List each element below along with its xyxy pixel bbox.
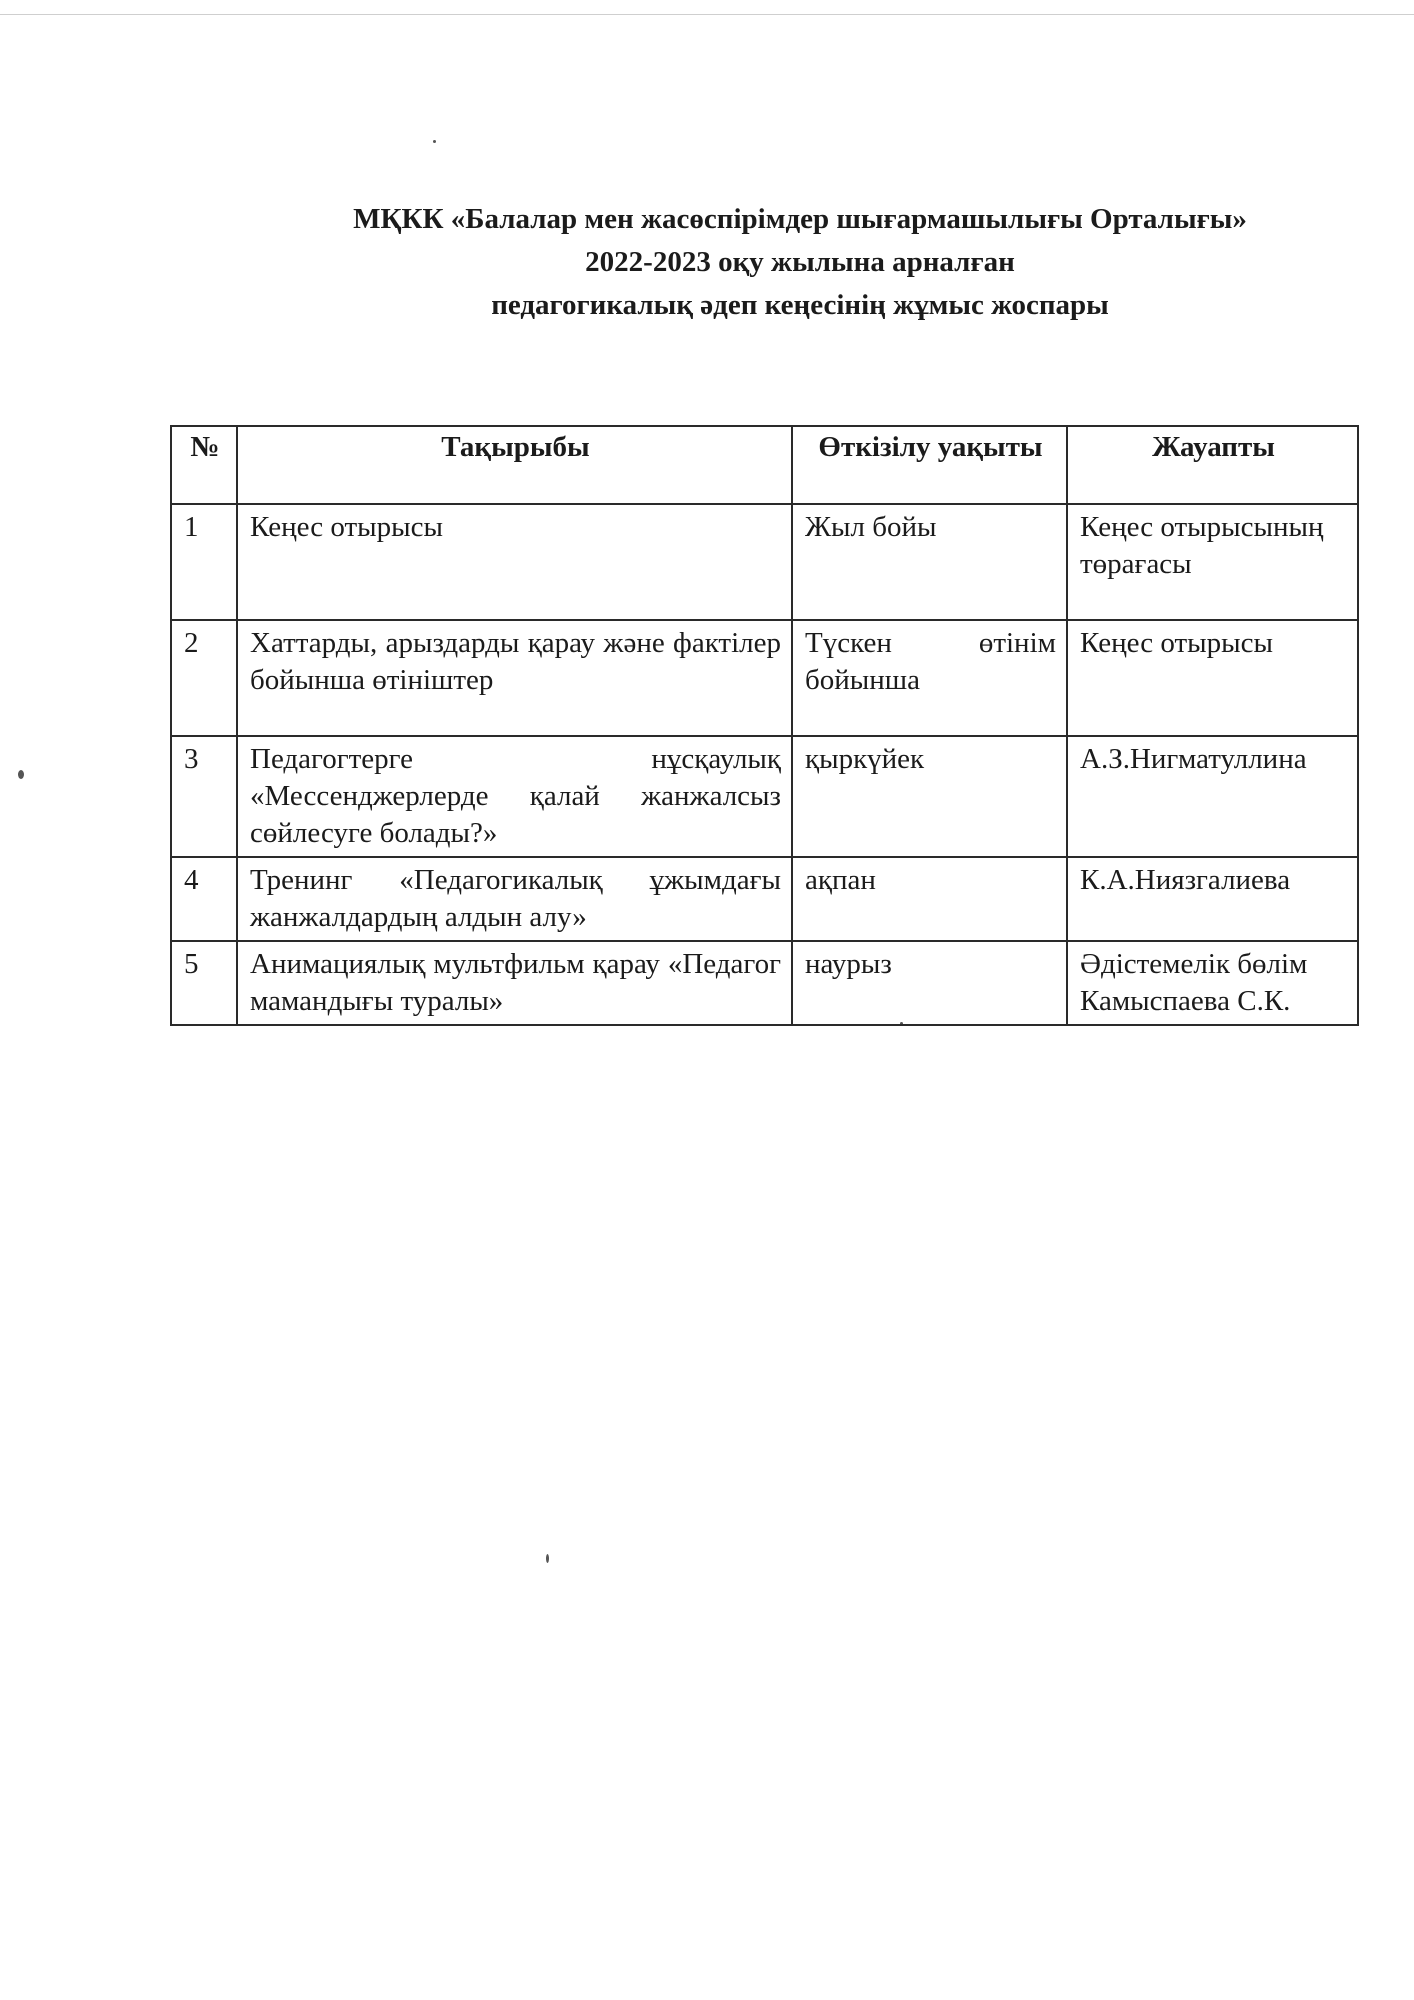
row-responsible: К.А.Ниязгалиева xyxy=(1067,857,1358,941)
table-row xyxy=(171,620,1358,736)
header-time: Өткізілу уақыты xyxy=(792,426,1067,504)
title-line-3: педагогикалық әдеп кеңесінің жұмыс жоспары xyxy=(491,289,1109,321)
row-time: Жыл бойы xyxy=(792,504,1067,620)
document-title xyxy=(200,198,1400,327)
title-line-1: МҚКК «Балалар мен жасөспірімдер шығармашылығы Орталығы» xyxy=(353,203,1247,235)
row-time: наурыз xyxy=(792,941,1067,1025)
row-topic: Кеңес отырысы xyxy=(237,504,792,620)
title-line-2: 2022-2023 оқу жылына арналған xyxy=(585,246,1015,278)
table-row xyxy=(171,857,1358,941)
row-topic: Хаттарды, арыздарды қарау және фактілер бойынша өтініштер xyxy=(237,620,792,736)
row-time: ақпан xyxy=(792,857,1067,941)
row-topic: Тренинг «Педагогикалық ұжымдағы жанжалдардың алдын алу» xyxy=(237,857,792,941)
header-responsible: Жауапты xyxy=(1067,426,1358,504)
row-time: қыркүйек xyxy=(792,736,1067,857)
row-time: Түскен өтінім бойынша xyxy=(792,620,1067,736)
table-row xyxy=(171,504,1358,620)
responsible-line-1: Әдістемелік бөлім xyxy=(1080,948,1308,980)
scan-speck xyxy=(18,770,24,779)
scan-speck xyxy=(433,140,436,143)
table-row xyxy=(171,941,1358,1025)
row-responsible: А.З.Нигматуллина xyxy=(1067,736,1358,857)
header-num: № xyxy=(171,426,237,504)
scan-edge-line xyxy=(0,14,1414,15)
responsible-line-2: Камыспаева С.К. xyxy=(1080,985,1291,1017)
row-responsible: Кеңес отырысы xyxy=(1067,620,1358,736)
row-num: 5 xyxy=(171,941,237,1025)
row-num: 2 xyxy=(171,620,237,736)
header-topic: Тақырыбы xyxy=(237,426,792,504)
row-num: 3 xyxy=(171,736,237,857)
row-num: 4 xyxy=(171,857,237,941)
table-header-row xyxy=(171,426,1358,504)
row-topic: Анимациялық мультфильм қарау «Педагог мамандығы туралы» xyxy=(237,941,792,1025)
work-plan-table xyxy=(170,425,1359,1026)
scan-speck xyxy=(546,1554,549,1563)
row-num: 1 xyxy=(171,504,237,620)
row-responsible: Кеңес отырысының төрағасы xyxy=(1067,504,1358,620)
row-topic: Педагогтерге нұсқаулық «Мессенджерлерде қалай жанжалсыз сөйлесуге болады?» xyxy=(237,736,792,857)
table-row xyxy=(171,736,1358,857)
row-responsible xyxy=(1067,941,1358,1025)
